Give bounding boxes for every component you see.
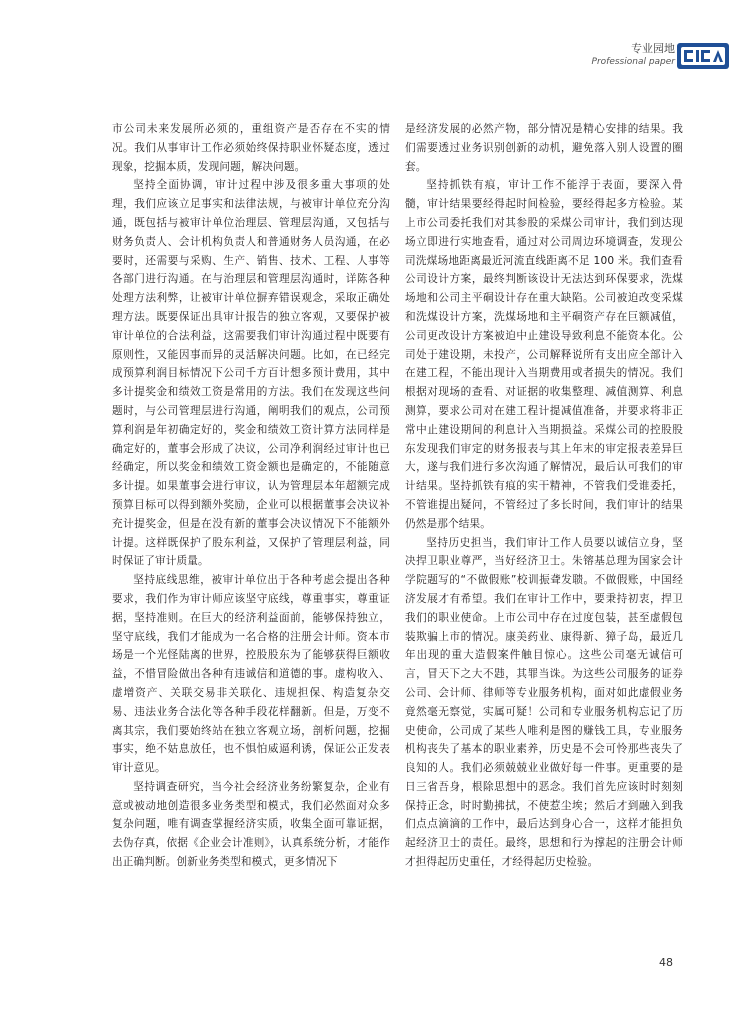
section-title-cn: 专业园地	[631, 42, 675, 55]
paragraph: 坚持底线思维，被审计单位出于各种考虑会提出各种要求，我们作为审计师应该坚守底线，尊重事实，尊重证据，坚持准则。在巨大的经济利益面前，能够保持独立，坚守底线，我们才能成为一名合格的注册会计师。资本市场是一个光怪陆离的世界，控股股东为了能够获得巨额收益，不惜冒险做出各种有违诚信和道德的事。虚构收入、虚增资产、关联交易非关联化、违规担保、构造复杂交易、违法业务合法化等各种手段花样翻新。但是，万变不离其宗，我们要始终站在独立客观立场，剖析问题，挖掘事实，绝不姑息放任，也不惧怕威逼利诱，保证公正发表审计意见。	[112, 574, 390, 775]
paragraph: 坚持历史担当，我们审计工作人员要以诚信立身，坚决捍卫职业尊严，当好经济卫士。朱镕基总理为国家会计学院题写的“不做假账”校训振聋发聩。不做假账，中国经济发展才有希望。我们在审计工作中，要秉持初衷，捍卫我们的职业使命。上市公司中存在过度包装，甚至虚假包装欺骗上市的情况。康美药业、康得新、獐子岛，最近几年出现的重大造假案件触目惊心。这些公司毫无诚信可言，冒天下之大不韪，其罪当诛。为这些公司服务的证券公司、会计师、律师等专业服务机构，面对如此虚假业务竟然毫无察觉，实属可疑！公司和专业服务机构忘记了历史使命，公司成了某些人唯利是图的赚钱工具，专业服务机构丧失了基本的职业素养，历史是不会可怜那些丧失了良知的人。我们必须兢兢业业做好每一件事。更重要的是日三省吾身，根除思想中的恶念。我们首先应该时时刻刻保持正念，时时勤拂拭，不使惹尘埃；然后才到融入到我们点点滴滴的工作中，最后达到身心合一，这样才能担负起经济卫士的责任。最终，思想和行为撑起的注册会计师才担得起历史重任，才经得起历史检验。	[405, 536, 683, 869]
section-header	[592, 42, 675, 68]
section-title-en: Professional paper	[591, 57, 675, 67]
paragraph: 坚持抓铁有痕，审计工作不能浮于表面，要深入骨髓，审计结果要经得起时间检验，要经得起多方检验。某上市公司委托我们对其参股的采煤公司审计，我们到达现场立即进行实地查看，通过对公司周边环境调查，发现公司洗煤场地距离最近河流直线距离不足 100 米。我们查看公司设计方案，最终判断该设计无法达到环保要求，洗煤场地和公司主平硐设计存在重大缺陷。公司被迫改变采煤和洗煤设计方案，洗煤场地和主平硐资产存在巨额减值，公司更改设计方案被迫中止建设导致利息不能资本化。公司处于建设期，未投产，公司解释说所有支出应全部计入在建工程，不能出现计入当期费用或者损失的情况。我们根据对现场的查看、对证据的收集整理、减值测算、利息测算，要求公司对在建工程计提减值准备，并要求将非正常中止建设期间的利息计入当期损益。采煤公司的控股股东发现我们审定的财务报表与其上年末的审定报表差异巨大，遂与我们进行多次沟通了解情况，最后认可我们的审计结果。坚持抓铁有痕的实干精神，不管我们受谁委托，不管谁提出疑问，不管经过了多长时间，我们审计的结果仍然是那个结果。	[405, 179, 683, 530]
page-number: 48	[659, 956, 673, 969]
article-column-right	[405, 120, 683, 872]
article-column-left	[112, 120, 390, 872]
paragraph: 坚持调查研究，当今社会经济业务纷繁复杂，企业有意或被动地创造很多业务类型和模式，我们必然面对众多复杂问题，唯有调查掌握经济实质，收集全面可靠证据，去伪存真，依据《企业会计准则》，认真系统分析，才能作出正确判断。创新业务类型和模式，更多情况下	[112, 780, 390, 869]
paragraph: 市公司未来发展所必须的，重组资产是否存在不实的情况。我们从事审计工作必须始终保持职业怀疑态度，透过现象，挖掘本质，发现问题，解决问题。	[112, 123, 390, 173]
paragraph: 坚持全面协调，审计过程中涉及很多重大事项的处理，我们应该立足事实和法律法规，与被审计单位充分沟通，既包括与被审计单位治理层、管理层沟通，又包括与财务负责人、会计机构负责人和普通财务人员沟通，在必要时，还需要与采购、生产、销售、技术、工程、人事等各部门进行沟通。在与治理层和管理层沟通时，详陈各种处理方法利弊，让被审计单位摒弃错误观念，采取正确处理方法。既要保证出具审计报告的独立客观，又要保护被审计单位的合法利益，这需要我们审计沟通过程中既要有原则性，又能因事而异的灵活解决问题。比如，在已经完成预算利润目标情况下公司千方百计想多预计费用，其中多计提奖金和绩效工资是常用的方法。我们在发现这些问题时，与公司管理层进行沟通，阐明我们的观点，公司预算利润是年初确定好的，奖金和绩效工资计算方法同样是确定好的，董事会形成了决议，公司净利润经过审计也已经确定，所以奖金和绩效工资金额也是确定的，不能随意多计提。如果董事会进行审议，认为管理层本年超额完成预算目标可以得到额外奖励，企业可以根据董事会决议补充计提奖金，但是在没有新的董事会决议情况下不能额外计提。这样既保护了股东利益，又保护了管理层利益，同时保证了审计质量。	[112, 179, 390, 568]
paragraph: 是经济发展的必然产物，部分情况是精心安排的结果。我们需要透过业务识别创新的动机，避免落入别人设置的圈套。	[405, 123, 683, 173]
cicpa-logo	[677, 43, 729, 69]
